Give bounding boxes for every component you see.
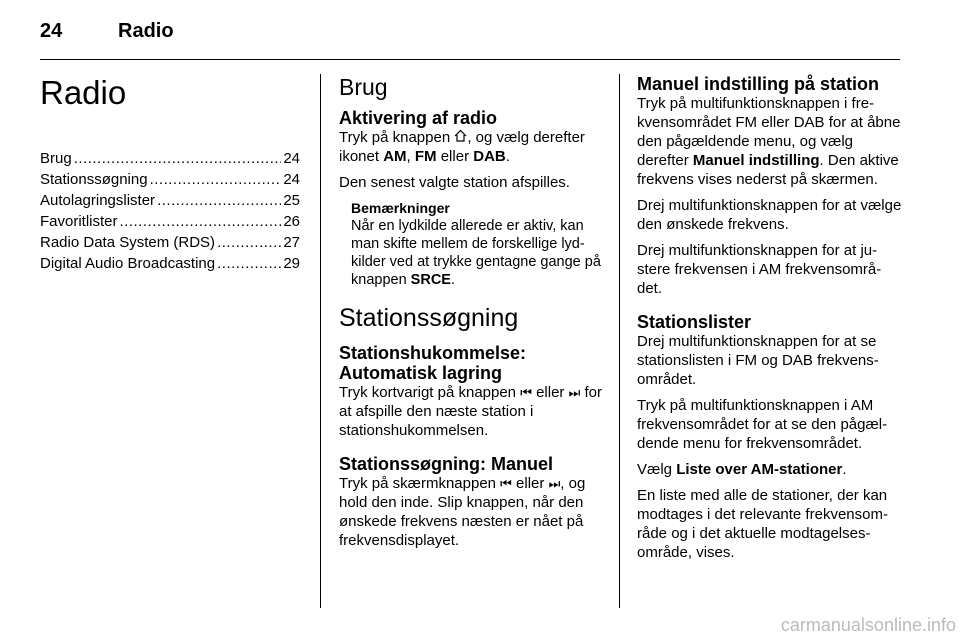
header-rule: [40, 59, 900, 60]
column-divider-1: [320, 74, 321, 608]
middle-column: [339, 74, 603, 557]
brug-title: Brug: [339, 74, 388, 100]
note-heading: Bemærkninger: [351, 200, 450, 216]
watermark: carmanualsonline.info: [780, 615, 956, 635]
toc-item[interactable]: [40, 211, 300, 232]
lists-paragraph-2: Tryk på multifunktionsknappen i AM frekvensområdet for at se den pågæl-dende menu for frekvensområdet.: [637, 397, 888, 452]
toc-item[interactable]: [40, 253, 300, 274]
search-title: Stationssøgning: [339, 304, 519, 332]
activate-heading: Aktivering af radio: [339, 108, 498, 128]
note-text: Når en lydkilde allerede er aktiv, kan man skifte mellem de forskellige lyd-kilder ved at trykke gentagne gange på knappen SRCE.: [351, 218, 601, 288]
table-of-contents: [40, 148, 300, 274]
toc-page: 27: [283, 234, 300, 251]
toc-label: Autolagringslister: [40, 192, 156, 209]
page-number: 24: [40, 20, 63, 42]
skip-forward-icon: ⏭: [568, 385, 581, 400]
activate-paragraph: Tryk på knappen , og vælg derefter ikonet AM, FM eller DAB.: [339, 129, 585, 165]
toc-label: Radio Data System (RDS): [40, 234, 216, 251]
toc-page: 25: [283, 192, 300, 209]
lists-heading: Stationslister: [637, 312, 752, 332]
manual-paragraph-2: Drej multifunktionsknappen for at vælge den ønskede frekvens.: [637, 197, 902, 233]
manual-search-heading: Stationssøgning: Manuel: [339, 454, 553, 474]
toc-item[interactable]: [40, 169, 300, 190]
column-divider-2: [619, 74, 620, 608]
right-column: [637, 74, 902, 569]
lists-paragraph-1: Drej multifunktionsknappen for at se stationslisten i FM og DAB frekvens-området.: [637, 333, 879, 388]
note-box: [351, 199, 603, 289]
toc-item[interactable]: [40, 148, 300, 169]
skip-back-icon: ⏮: [500, 476, 512, 491]
memory-heading: Stationshukommelse: Automatisk lagring: [339, 343, 527, 383]
manual-search-paragraph: Tryk på skærmknappen ⏮ eller ⏭, og hold den inde. Slip knappen, når den ønskede frekvens næsten er nået på frekvensdisplayet.: [339, 475, 586, 549]
skip-forward-icon: ⏭: [548, 476, 561, 491]
home-icon: [454, 128, 467, 147]
toc-item[interactable]: [40, 190, 300, 211]
chapter-title: Radio: [118, 20, 174, 42]
toc-item[interactable]: [40, 232, 300, 253]
section-title: Radio: [40, 74, 127, 111]
memory-paragraph: Tryk kortvarigt på knappen ⏮ eller ⏭ for at afspille den næste station i stationshukommelsen.: [339, 384, 602, 439]
toc-label: Digital Audio Broadcasting: [40, 255, 216, 272]
lists-paragraph-4: En liste med alle de stationer, der kan modtages i det relevante frekvensom-råde og i det aktuelle modtagelses-område, vises.: [637, 487, 888, 561]
toc-page: 24: [283, 171, 300, 188]
toc-page: 24: [283, 150, 300, 167]
manual-paragraph-3: Drej multifunktionsknappen for at ju-stere frekvensen i AM frekvensområ-det.: [637, 242, 882, 297]
page-header: [40, 20, 900, 44]
left-column: [40, 74, 300, 274]
toc-label: Stationssøgning: [40, 171, 148, 188]
manual-paragraph-1: Tryk på multifunktionsknappen i fre-kvensområdet FM eller DAB for at åbne den pågældende menu, og vælg derefter Manuel indstilling. Den aktive frekvens vises nederst på skærmen.: [637, 95, 901, 188]
lists-paragraph-3: Vælg Liste over AM-stationer.: [637, 461, 847, 478]
toc-page: 26: [283, 213, 300, 230]
toc-label: Brug: [40, 150, 72, 167]
toc-label: Favoritlister: [40, 213, 118, 230]
skip-back-icon: ⏮: [520, 385, 532, 400]
manual-heading: Manuel indstilling på station: [637, 74, 880, 94]
activate-paragraph-2: Den senest valgte station afspilles.: [339, 174, 570, 191]
toc-page: 29: [283, 255, 300, 272]
